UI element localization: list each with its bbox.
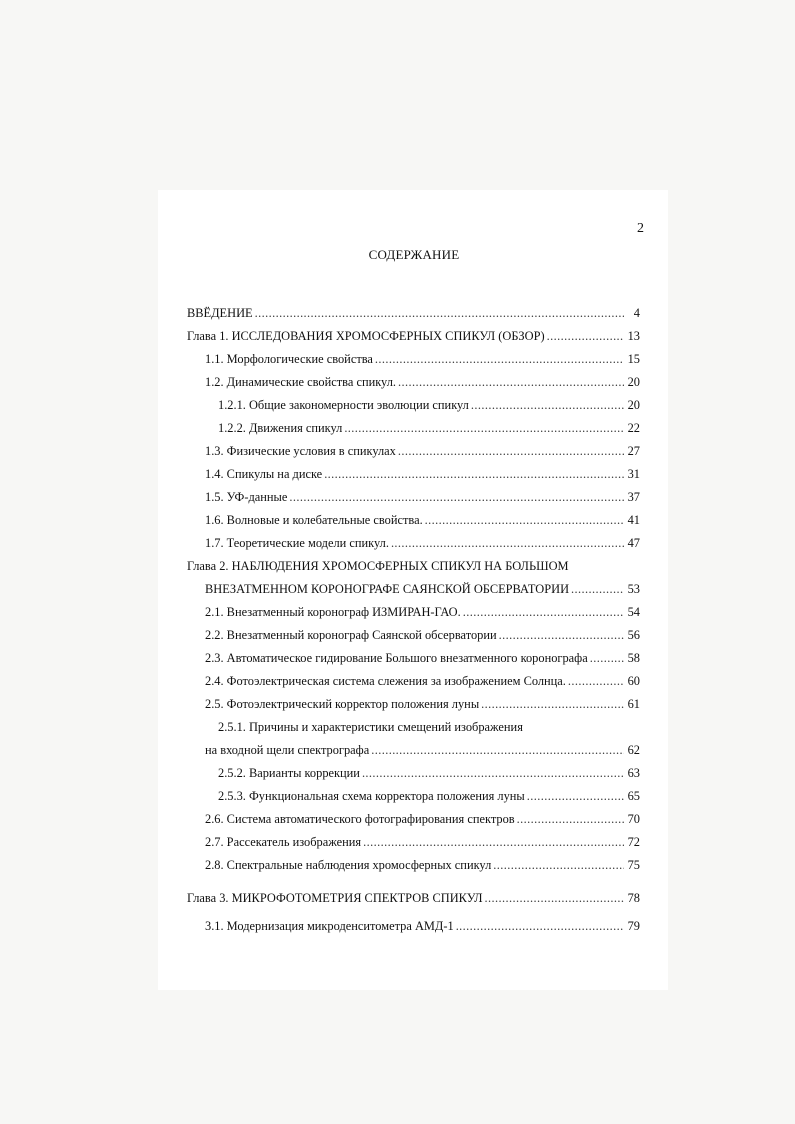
toc-entry-1-2-2[interactable] [218, 420, 640, 436]
toc-entry-page: 20 [627, 375, 640, 389]
toc-entry-1-2[interactable] [205, 374, 640, 390]
toc-entry-page: 37 [627, 490, 640, 504]
toc-entry-page: 20 [627, 398, 640, 412]
toc-entry-chapter-1[interactable] [187, 328, 640, 344]
toc-entry-title: 1.1. Морфологические свойства [205, 352, 373, 366]
toc-entry-page: 22 [627, 421, 640, 435]
toc-entry-title: 2.1. Внезатменный коронограф ИЗМИРАН-ГАО. [205, 605, 461, 619]
toc-leader-dots [456, 918, 624, 934]
toc-entry-chapter-2[interactable] [205, 581, 640, 597]
toc-entry-title: 2.4. Фотоэлектрическая система слежения за изображением Солнца. [205, 674, 566, 688]
toc-entry-3-1[interactable] [205, 918, 640, 934]
toc-leader-dots [363, 834, 624, 850]
toc-leader-dots [344, 420, 624, 436]
toc-leader-dots [289, 489, 624, 505]
toc-entry-1-5[interactable] [205, 489, 640, 505]
toc-entry-page: 15 [627, 352, 640, 366]
toc-leader-dots [375, 351, 624, 367]
toc-entry-2-4[interactable] [205, 673, 640, 689]
toc-entry-page: 75 [627, 858, 640, 872]
toc-entry-2-6[interactable] [205, 811, 640, 827]
toc-entry-page: 47 [627, 536, 640, 550]
toc-entry-2-3[interactable] [205, 650, 640, 666]
toc-entry-page: 54 [627, 605, 640, 619]
toc-leader-dots [463, 604, 624, 620]
toc-entry-title: 1.5. УФ-данные [205, 490, 288, 504]
toc-entry-title: 2.7. Рассекатель изображения [205, 835, 362, 849]
toc-entry-title: ВВЁДЕНИЕ [187, 306, 253, 320]
toc-entry-title: 2.5.2. Варианты коррекции [218, 766, 360, 780]
toc-entry-introduction[interactable] [187, 305, 640, 321]
toc-leader-dots [547, 328, 624, 344]
toc-entry-title: 1.2.2. Движения спикул [218, 421, 343, 435]
toc-entry-2-5-2[interactable] [218, 765, 640, 781]
toc-entry-title: 1.2.1. Общие закономерности эволюции спикул [218, 398, 469, 412]
toc-leader-dots [398, 443, 624, 459]
toc-leader-dots [568, 673, 624, 689]
toc-entry-1-3[interactable] [205, 443, 640, 459]
toc-entry-title: 2.8. Спектральные наблюдения хромосферных спикул [205, 858, 492, 872]
toc-leader-dots [255, 305, 624, 321]
toc-entry-title: 1.4. Спикулы на диске [205, 467, 323, 481]
toc-leader-dots [324, 466, 624, 482]
toc-entry-page: 56 [627, 628, 640, 642]
toc-entry-page: 78 [627, 891, 640, 905]
toc-entry-2-2[interactable] [205, 627, 640, 643]
toc-entry-page: 4 [633, 306, 640, 320]
toc-leader-dots [571, 581, 624, 597]
toc-entry-1-2-1[interactable] [218, 397, 640, 413]
toc-entry-title: Глава 3. МИКРОФОТОМЕТРИЯ СПЕКТРОВ СПИКУЛ [187, 891, 483, 905]
toc-entry-title: 2.5.3. Функциональная схема корректора положения луны [218, 789, 525, 803]
toc-entry-page: 41 [627, 513, 640, 527]
toc-entry-page: 72 [627, 835, 640, 849]
toc-entry-title: 2.5. Фотоэлектрический корректор положения луны [205, 697, 480, 711]
toc-entry-title: 3.1. Модернизация микроденситометра АМД-1 [205, 919, 454, 933]
toc-entry-title: 1.2. Динамические свойства спикул. [205, 375, 396, 389]
toc-entry-title: ВНЕЗАТМЕННОМ КОРОНОГРАФЕ САЯНСКОЙ ОБСЕРВАТОРИИ [205, 582, 570, 596]
toc-entry-page: 62 [627, 743, 640, 757]
toc-entry-page: 65 [627, 789, 640, 803]
toc-entry-2-8[interactable] [205, 857, 640, 873]
toc-entry-title: 2.2. Внезатменный коронограф Саянской обсерватории [205, 628, 497, 642]
toc-heading: СОДЕРЖАНИЕ [368, 247, 460, 262]
toc-entry-chapter-3[interactable] [187, 890, 640, 906]
toc-entry-page: 13 [627, 329, 640, 343]
toc-entry-title: 1.6. Волновые и колебательные свойства. [205, 513, 423, 527]
toc-leader-dots [493, 857, 624, 873]
toc-leader-dots [425, 512, 624, 528]
toc-entry-page: 27 [627, 444, 640, 458]
toc-entry-1-4[interactable] [205, 466, 640, 482]
toc-entry-1-6[interactable] [205, 512, 640, 528]
toc-leader-dots [481, 696, 624, 712]
toc-entry-page: 79 [627, 919, 640, 933]
page-number: 2 [637, 221, 644, 236]
toc-entry-page: 58 [627, 651, 640, 665]
toc-entry-page: 61 [627, 697, 640, 711]
toc-entry-1-1[interactable] [205, 351, 640, 367]
toc-leader-dots [362, 765, 624, 781]
toc-entry-2-5[interactable] [205, 696, 640, 712]
toc-entry-title: 2.6. Система автоматического фотографирования спектров [205, 812, 515, 826]
toc-entry-title: 1.3. Физические условия в спикулах [205, 444, 396, 458]
toc-entry-chapter-2-line1[interactable]: Глава 2. НАБЛЮДЕНИЯ ХРОМОСФЕРНЫХ СПИКУЛ НА БОЛЬШОМ [187, 559, 569, 573]
toc-leader-dots [391, 535, 624, 551]
toc-entry-2-5-1[interactable] [205, 742, 640, 758]
toc-leader-dots [527, 788, 624, 804]
toc-leader-dots [371, 742, 624, 758]
toc-leader-dots [398, 374, 624, 390]
toc-entry-title: 2.3. Автоматическое гидирование Большого внезатменного коронографа [205, 651, 588, 665]
toc-entry-page: 60 [627, 674, 640, 688]
toc-leader-dots [517, 811, 624, 827]
toc-entry-title: на входной щели спектрографа [205, 743, 370, 757]
toc-entry-1-7[interactable] [205, 535, 640, 551]
toc-entry-2-5-3[interactable] [218, 788, 640, 804]
toc-entry-page: 53 [627, 582, 640, 596]
toc-entry-2-5-1-line1[interactable]: 2.5.1. Причины и характеристики смещений изображения [218, 720, 523, 734]
toc-leader-dots [499, 627, 624, 643]
toc-entry-page: 63 [627, 766, 640, 780]
toc-leader-dots [590, 650, 624, 666]
toc-entry-page: 31 [627, 467, 640, 481]
toc-entry-2-1[interactable] [205, 604, 640, 620]
toc-entry-page: 70 [627, 812, 640, 826]
toc-leader-dots [471, 397, 624, 413]
toc-entry-title: 1.7. Теоретические модели спикул. [205, 536, 389, 550]
toc-entry-title: Глава 1. ИССЛЕДОВАНИЯ ХРОМОСФЕРНЫХ СПИКУЛ (ОБЗОР) [187, 329, 545, 343]
toc-entry-2-7[interactable] [205, 834, 640, 850]
toc-leader-dots [484, 890, 624, 906]
